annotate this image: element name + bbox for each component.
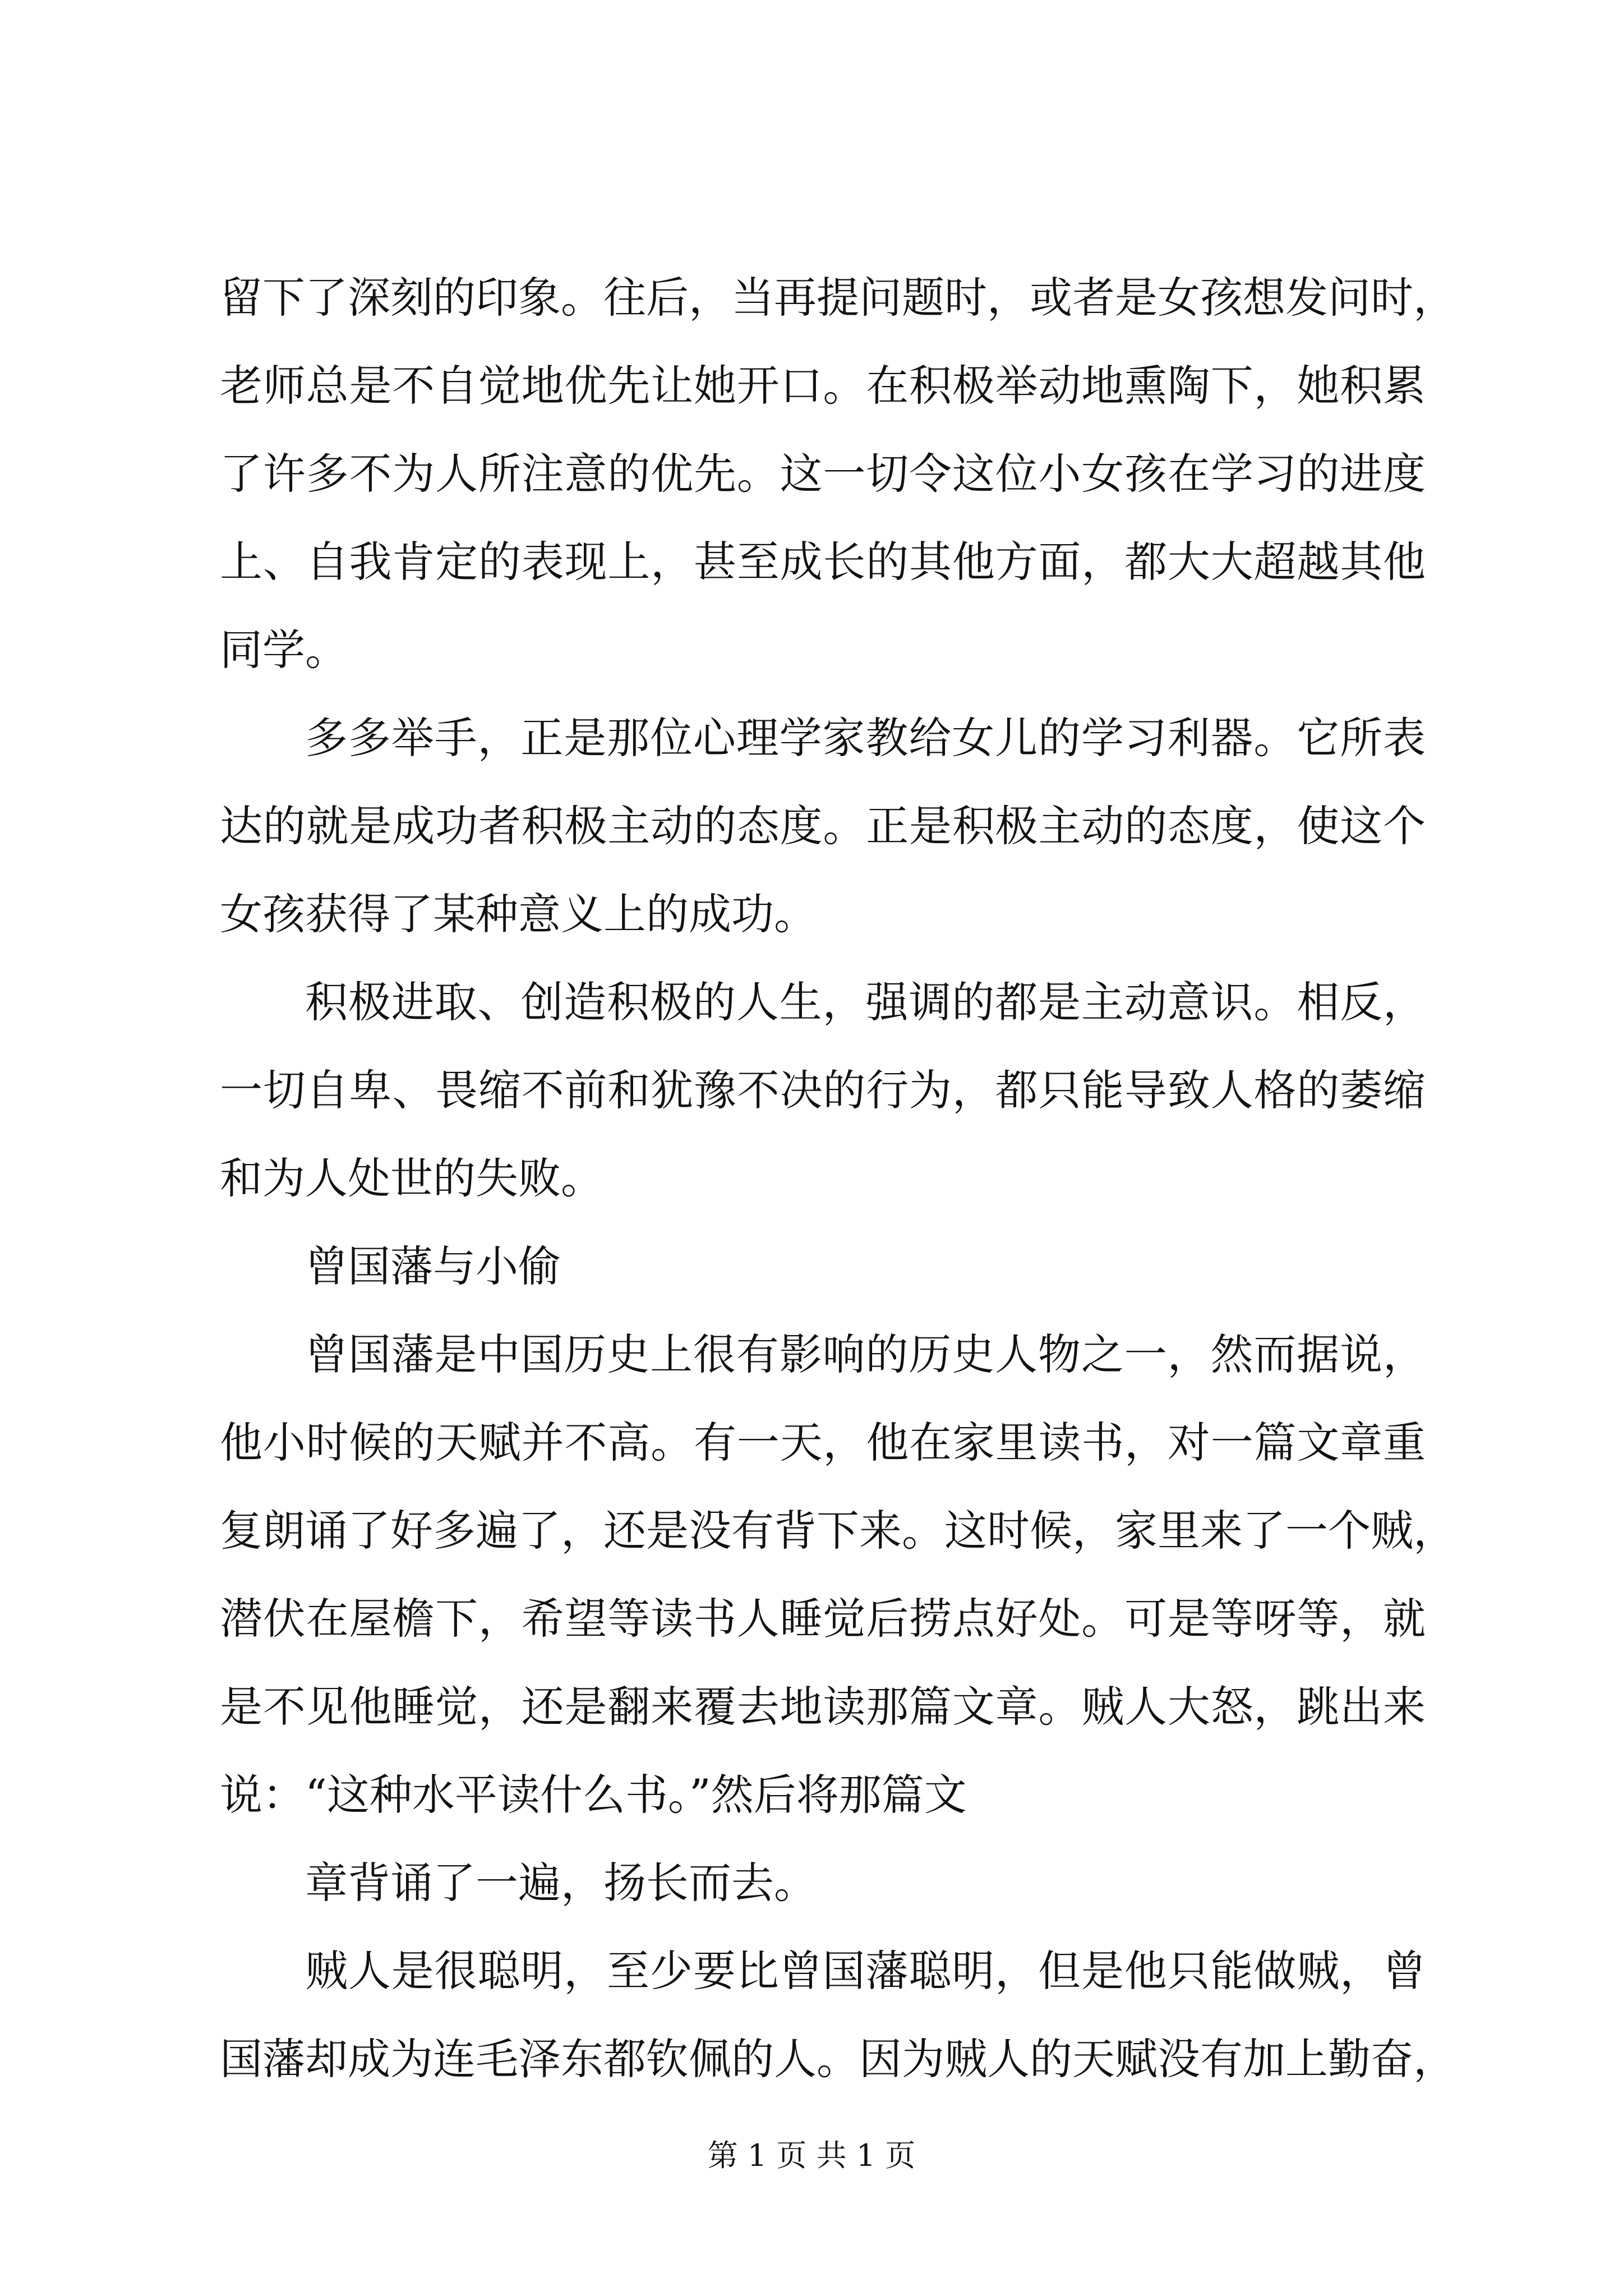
text-line: 说：“这种水平读什么书。”然后将那篇文 xyxy=(220,1770,967,1820)
text-line: 上、自我肯定的表现上，甚至成长的其他方面，都大大超越其他 xyxy=(220,537,1426,587)
section-heading: 曾国藩与小偷 xyxy=(305,1241,561,1291)
text-line: 章背诵了一遍，扬长而去。 xyxy=(305,1858,817,1908)
text-line: 同学。 xyxy=(220,625,348,675)
text-line: 了许多不为人所注意的优先。这一切令这位小女孩在学习的进度 xyxy=(220,449,1426,499)
text-line: 老师总是不自觉地优先让她开口。在积极举动地熏陶下，她积累 xyxy=(220,361,1426,411)
text-line: 复朗诵了好多遍了，还是没有背下来。这时候，家里来了一个贼， xyxy=(220,1506,1456,1556)
text-line: 是不见他睡觉，还是翻来覆去地读那篇文章。贼人大怒，跳出来 xyxy=(220,1682,1426,1732)
text-line: 贼人是很聪明，至少要比曾国藩聪明，但是他只能做贼，曾 xyxy=(305,1946,1426,1996)
text-line: 他小时候的天赋并不高。有一天，他在家里读书，对一篇文章重 xyxy=(220,1418,1426,1467)
text-line: 女孩获得了某种意义上的成功。 xyxy=(220,889,817,939)
text-line: 和为人处世的失败。 xyxy=(220,1153,603,1203)
document-body xyxy=(220,254,1456,2103)
text-line: 曾国藩是中国历史上很有影响的历史人物之一，然而据说， xyxy=(305,1329,1426,1379)
text-line: 国藩却成为连毛泽东都钦佩的人。因为贼人的天赋没有加上勤奋， xyxy=(220,2034,1456,2084)
text-line: 潜伏在屋檐下，希望等读书人睡觉后捞点好处。可是等呀等，就 xyxy=(220,1594,1426,1644)
text-line: 积极进取、创造积极的人生，强调的都是主动意识。相反， xyxy=(305,977,1426,1027)
text-line: 一切自卑、畏缩不前和犹豫不决的行为，都只能导致人格的萎缩 xyxy=(220,1065,1426,1115)
text-line: 多多举手，正是那位心理学家教给女儿的学习利器。它所表 xyxy=(305,713,1426,763)
text-line: 达的就是成功者积极主动的态度。正是积极主动的态度，使这个 xyxy=(220,801,1426,851)
page-footer: 第 1 页 共 1 页 xyxy=(707,2138,916,2173)
text-line: 留下了深刻的印象。往后，当再提问题时，或者是女孩想发问时， xyxy=(220,273,1456,323)
